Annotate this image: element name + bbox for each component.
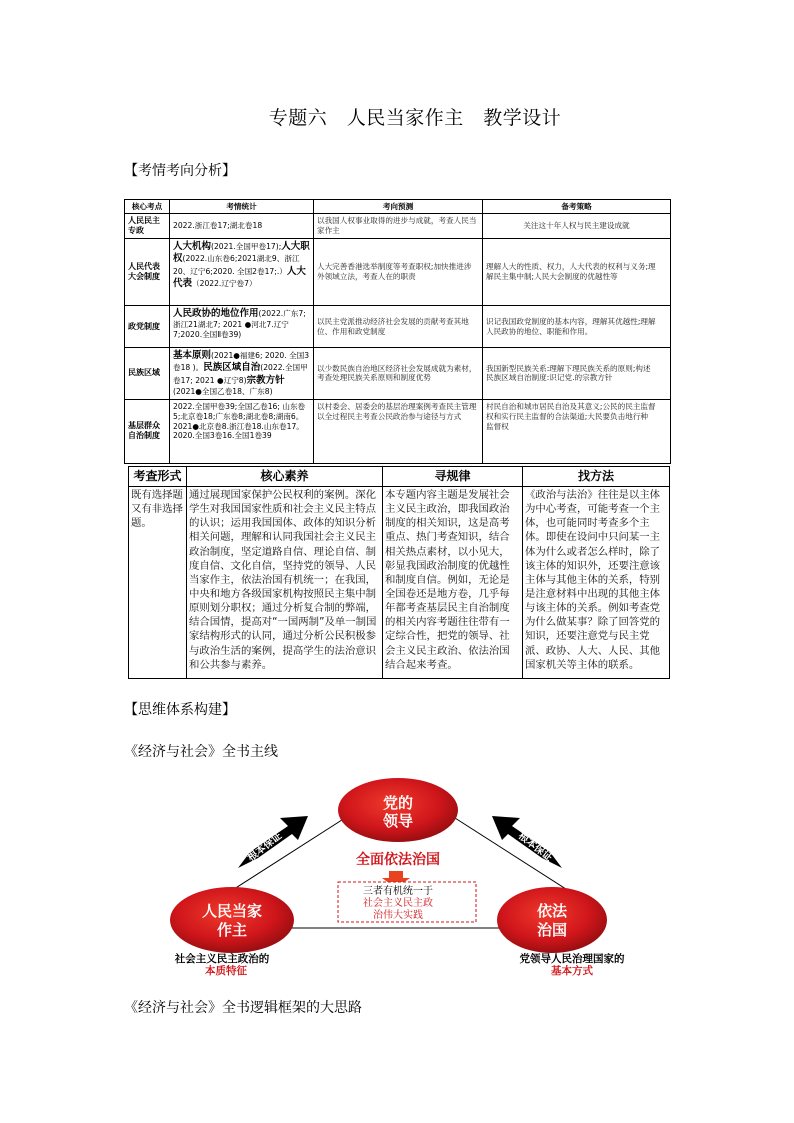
exam-analysis-table (124, 199, 671, 464)
strategy-cell: 关注这十年人权与民主建设成就 (483, 214, 671, 239)
strategy-cell: 我国新型民族关系:理解下理民族关系的原则;构述 民族区域自治制度:识记党.的宗教方针 (483, 348, 671, 400)
stats-cell: 2022.浙江卷17;湖北卷18 (170, 214, 314, 239)
right-caption-line2: 基本方式 (551, 965, 593, 977)
core-literacy-cell: 通过展现国家保护公民权利的案例。深化学生对我国国家性质和社会主义民主特点的认识；运用我国国体、政体的知识分析相关问题，理解和认同我国社会主义民主政治制度，坚定道路自信、理论自信、制度自信、文化自信，坚持党的领导、人民当家作主，依法治国有机统一；在我国，中央和地方各级国家机构按照民主集中制原则划分职权；通过分析复合制的弊端，结合国情，提高对“一国两制”及单一制国家结构形式的认同，通过分析公民积极参与政治生活的案例，提高学生的法治意识和公共参与素养。 (187, 487, 383, 679)
table-header-cell: 找方法 (523, 467, 670, 487)
topic-cell: 民族区域 (125, 348, 170, 400)
center-title: 全面依法治国 (356, 852, 440, 868)
table-row (125, 214, 671, 239)
center-box-line1: 三者有机统一于 (363, 886, 433, 897)
table-header-cell: 寻规律 (383, 467, 523, 487)
circle-people-masters (170, 887, 294, 953)
table-header-cell: 备考策略 (483, 200, 671, 214)
circle-people-masters-line1: 人民当家 (201, 902, 263, 920)
prediction-cell: 以村委会、居委会的基层治理案例考查民主管理以全过程民主考查公民政治参与途径与方式 (314, 399, 483, 463)
circle-rule-of-law-line2: 治国 (536, 921, 568, 939)
section-heading-kaoqing: 【考情考向分析】 (124, 163, 236, 179)
table-header-cell: 考向预测 (314, 200, 483, 214)
left-caption-line2: 本质特征 (205, 965, 247, 977)
strategy-cell: 理解人大的性质、权力，人大代表的权利与义务;理 解民主集中制;人民大会制度的优越性等 (483, 239, 671, 306)
arrow-label-left: 根本保证 (245, 830, 285, 864)
table-row (125, 348, 671, 400)
arrow-label-right: 根本保证 (515, 830, 555, 864)
right-caption-line1: 党领导人民治理国家的 (519, 953, 625, 965)
circle-rule-of-law-line1: 依法 (536, 902, 568, 920)
find-rules-cell: 本专题内容主题是发展社会主义民主政治，即我国政治制度的相关知识，这是高考重点、热门考查知识，结合相关热点素材，以小见大，彰显我国政治制度的优越性和制度自信。例如，无论是全国卷还是地方卷，几乎每年都考查基层民主自治制度的相关内容考题往往带有一定综合性，把党的领导、社会主义民主政治、依法治国结合起来考查。 (383, 487, 523, 679)
topic-cell: 人民代表大会制度 (125, 239, 170, 306)
circle-rule-of-law (497, 887, 607, 953)
table-header-cell: 核心考点 (125, 200, 170, 214)
table-header-cell: 考情统计 (170, 200, 314, 214)
table-row (129, 487, 670, 679)
strategy-cell: 村民自治和城市居民自治及其意义;公民的民主监督 权和实行民主监督的合法渠道;大民要负击地行种 监督权 (483, 399, 671, 463)
center-box-line2: 社会主义民主政 (363, 898, 433, 909)
subheading-framework: 《经济与社会》全书逻辑框架的大思路 (124, 1000, 362, 1016)
topic-cell: 基层群众自治制度 (125, 399, 170, 463)
prediction-cell: 以我国人权事业取得的进步与成就，考查人民当家作主 (314, 214, 483, 239)
find-method-cell: 《政治与法治》往往是以主体为中心考查，可能考查一个主体，也可能同时考查多个主体。即使在设问中只问某一主体为什么或者怎么样时，除了该主体的知识外，还要注意该主体与其他主体的关系，特别是注意材料中出现的其他主体与该主体的关系。例如考查党为什么做某事？除了回答党的知识，还要注意党与民主党派、政协、人大、人民、其他国家机关等主体的联系。 (523, 487, 670, 679)
three-in-one-diagram (140, 778, 660, 978)
prediction-cell: 人大完善香港选举制度等考查职权;加快推进涉外领域立法，考查人在的职责 (314, 239, 483, 306)
prediction-cell: 以少数民族自治地区经济社会发展成就为素材，考查处理民族关系原则和制度优势 (314, 348, 483, 400)
circle-party-leadership-line1: 党的 (382, 794, 414, 812)
circle-party-leadership-line2: 领导 (382, 812, 414, 830)
center-box-line3: 治伟大实践 (373, 910, 423, 921)
topic-cell: 人民民主专政 (125, 214, 170, 239)
topic-cell: 政党制度 (125, 306, 170, 348)
left-caption-line1: 社会主义民主政治的 (174, 953, 270, 965)
subheading-mainline: 《经济与社会》全书主线 (124, 744, 278, 760)
teaching-method-table (128, 466, 670, 679)
table-header-row (125, 200, 671, 214)
exam-form-cell: 既有选择题又有非选择题。 (129, 487, 187, 679)
section-heading-siwei: 【思维体系构建】 (124, 702, 236, 718)
table-row (125, 306, 671, 348)
table-header-cell: 核心素养 (187, 467, 383, 487)
table-header-cell: 考查形式 (129, 467, 187, 487)
strategy-cell: 识记我国政党制度的基本内容，理解其优越性;理解 人民政协的地位、职能和作用。 (483, 306, 671, 348)
stats-cell: 2022.全国甲卷39;全国乙卷16; 山东卷5;北京卷18;广东卷8;湖北卷8;湖南6。 2021●北京卷8.浙江卷18.山东卷17。2020.全国3卷16.全国1卷39 (170, 399, 314, 463)
page-title: 专题六 人民当家作主 教学设计 (268, 107, 562, 129)
stats-cell: 人大机构(2021.全国甲卷17);人大职权(2022.山东卷6;2021湖北9、浙江20、辽宁6;2020. 全国2卷17;.）人大代表（2022.辽宁卷7） (170, 239, 314, 306)
table-row (125, 399, 671, 463)
table-header-row (129, 467, 670, 487)
circle-people-masters-line2: 作主 (216, 921, 248, 939)
stats-cell: 基本原则(2021●福建6; 2020. 全国3卷18 )。民族区域自治(2022.全国甲卷17; 2021 ●辽宁8)宗教方针(2021●全国乙卷18、广东8) (170, 348, 314, 400)
prediction-cell: 以民主党派推动经济社会发展的贡献考查其地位、作用和政党制度 (314, 306, 483, 348)
table-row (125, 239, 671, 306)
stats-cell: 人民政协的地位作用(2022.广东7; 浙江21湖北7; 2021 ●河北7.辽宁7;2020.全国Ⅱ卷39) (170, 306, 314, 348)
